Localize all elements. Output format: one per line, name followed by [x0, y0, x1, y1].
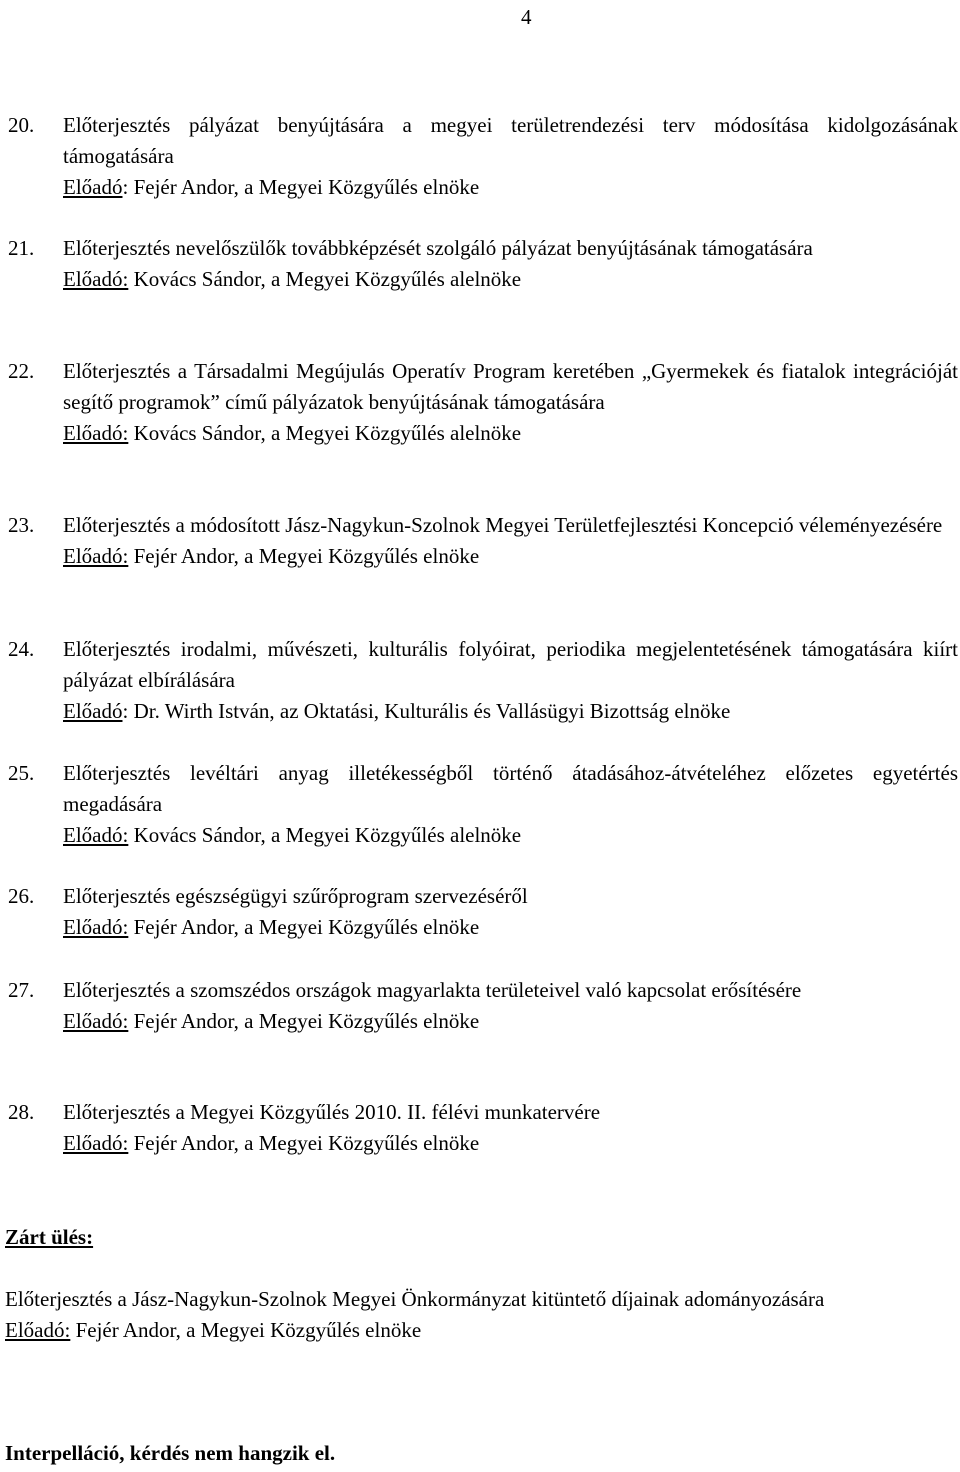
presenter-name: : Dr. Wirth István, az Oktatási, Kulturális és Vallásügyi Bizottság elnöke — [122, 699, 731, 723]
presenter-name: Kovács Sándor, a Megyei Közgyűlés alelnöke — [128, 267, 522, 291]
item-presenter — [63, 912, 958, 943]
presenter-label: Előadó: — [63, 267, 129, 291]
item-title: Előterjesztés nevelőszülők továbbképzését szolgáló pályázat benyújtásának támogatására — [63, 236, 813, 260]
item-number: 27. — [8, 978, 35, 1002]
presenter-label: Előadó — [63, 175, 123, 199]
agenda-item-24 — [8, 634, 958, 727]
item-number: 20. — [8, 113, 35, 137]
item-title: Előterjesztés a módosított Jász-Nagykun-Szolnok Megyei Területfejlesztési Koncepció véleményezésére — [63, 513, 943, 537]
closed-session-presenter — [5, 1315, 958, 1346]
item-number: 26. — [8, 884, 35, 908]
item-presenter — [63, 820, 958, 851]
item-title: Előterjesztés pályázat benyújtására a megyei területrendezési terv módosítása kidolgozásának támogatására — [63, 113, 958, 168]
presenter-label: Előadó: — [63, 421, 129, 445]
presenter-name: Fejér Andor, a Megyei Közgyűlés elnöke — [128, 1131, 480, 1155]
agenda-item-25 — [8, 758, 958, 851]
presenter-label: Előadó: — [63, 1009, 129, 1033]
item-title: Előterjesztés levéltári anyag illetékességből történő átadásához-átvételéhez előzetes egyetértés megadására — [63, 761, 958, 816]
closed-session-item — [5, 1284, 958, 1346]
presenter-label: Előadó: — [63, 823, 129, 847]
item-number: 25. — [8, 761, 35, 785]
item-title: Előterjesztés a Társadalmi Megújulás Operatív Program keretében „Gyermekek és fiatalok integrációját segítő programok” című pályázatok benyújtásának támogatására — [63, 359, 958, 414]
presenter-label: Előadó: — [5, 1318, 71, 1342]
item-title: Előterjesztés a szomszédos országok magyarlakta területeivel való kapcsolat erősítésére — [63, 978, 802, 1002]
presenter-label: Előadó: — [63, 915, 129, 939]
closing-note: Interpelláció, kérdés nem hangzik el. — [5, 1441, 336, 1465]
item-number: 22. — [8, 359, 35, 383]
item-presenter — [63, 1128, 958, 1159]
item-presenter — [63, 541, 958, 572]
item-title: Előterjesztés irodalmi, művészeti, kulturális folyóirat, periodika megjelentetésének támogatására kiírt pályázat elbírálására — [63, 637, 958, 692]
presenter-name: Kovács Sándor, a Megyei Közgyűlés alelnöke — [128, 421, 522, 445]
item-number: 23. — [8, 513, 35, 537]
item-presenter — [63, 696, 958, 727]
item-presenter — [63, 1006, 958, 1037]
presenter-label: Előadó — [63, 699, 123, 723]
item-title: Előterjesztés egészségügyi szűrőprogram szervezéséről — [63, 884, 528, 908]
agenda-item-23 — [8, 510, 958, 572]
agenda-item-28 — [8, 1097, 958, 1159]
presenter-name: Fejér Andor, a Megyei Közgyűlés elnöke — [128, 915, 480, 939]
agenda-item-27 — [8, 975, 958, 1037]
presenter-name: Fejér Andor, a Megyei Közgyűlés elnöke — [128, 544, 480, 568]
item-presenter — [63, 418, 958, 449]
agenda-item-22 — [8, 356, 958, 449]
presenter-name: Fejér Andor, a Megyei Közgyűlés elnöke — [128, 1009, 480, 1033]
item-number: 24. — [8, 637, 35, 661]
closed-session-heading: Zárt ülés: — [5, 1225, 94, 1249]
item-presenter — [63, 264, 958, 295]
agenda-item-26 — [8, 881, 958, 943]
item-number: 21. — [8, 236, 35, 260]
presenter-label: Előadó: — [63, 1131, 129, 1155]
agenda-item-20 — [8, 110, 958, 203]
presenter-label: Előadó: — [63, 544, 129, 568]
item-number: 28. — [8, 1100, 35, 1124]
presenter-name: : Fejér Andor, a Megyei Közgyűlés elnöke — [122, 175, 480, 199]
item-title: Előterjesztés a Megyei Közgyűlés 2010. II. félévi munkatervére — [63, 1100, 601, 1124]
agenda-item-21 — [8, 233, 958, 295]
presenter-name: Kovács Sándor, a Megyei Közgyűlés alelnöke — [128, 823, 522, 847]
item-presenter — [63, 172, 958, 203]
presenter-name: Fejér Andor, a Megyei Közgyűlés elnöke — [70, 1318, 422, 1342]
closed-session-title: Előterjesztés a Jász-Nagykun-Szolnok Megyei Önkormányzat kitüntető díjainak adományozására — [5, 1287, 825, 1311]
